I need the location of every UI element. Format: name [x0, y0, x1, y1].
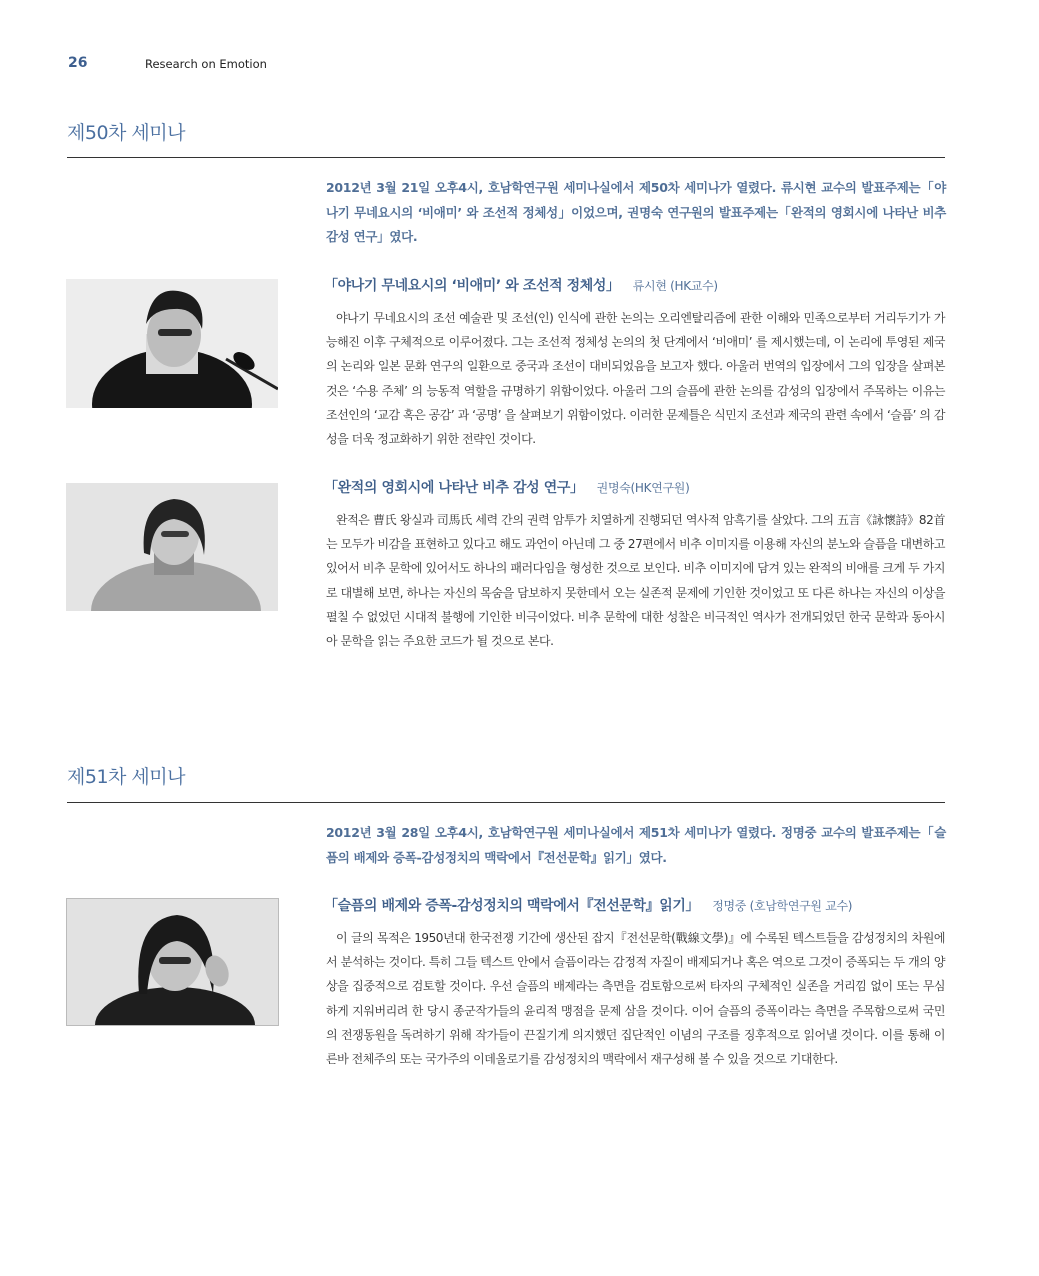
speaker-photo-3 — [66, 898, 279, 1026]
speaker-photo-2 — [66, 483, 278, 611]
talk-abstract: 이 글의 목적은 1950년대 한국전쟁 기간에 생산된 잡지『전선문학(戰線文學)』에 수록된 텍스트들을 감성정치의 차원에서 분석하는 것이다. 특히 그들 텍스트 안에서 슬픔이라는 감정적 자질이 배제되거나 혹은 역으로 그것이 증폭되는 두 개의 양상을 집중적으로 검토할 것이다. 우선 슬픔의 배제라는 측면을 검토함으로써 타자의 구체적인 실존을 거리낌 없이 또는 무심하게 지워버리려 한 당시 종군작가들의 윤리적 맹점을 문제 삼을 것이다. 이어 슬픔의 증폭이라는 측면을 주목함으로써 국민의 전쟁동원을 독려하기 위해 작가들이 끈질기게 의지했던 집단적인 이념의 구조를 징후적으로 읽어낼 것이다. 이를 통해 이른바 전체주의 또는 국가주의 이데올로기를 감성정치의 맥락에서 재구성해 볼 수 있을 것으로 기대한다. — [326, 931, 945, 1067]
section-heading-seminar-50: 제50차 세미나 — [67, 122, 185, 144]
talk-speaker: 류시현 (HK교수) — [632, 279, 718, 293]
section-divider — [67, 157, 945, 158]
talk-speaker: 정명중 (호남학연구원 교수) — [712, 899, 853, 913]
talk-title-line-2 — [324, 477, 946, 497]
talk-title-line-1 — [324, 275, 946, 295]
section-heading-seminar-51: 제51차 세미나 — [67, 766, 185, 788]
talk-title: 「완적의 영회시에 나타난 비추 감성 연구」 — [324, 480, 584, 496]
seminar-50-intro: 2012년 3월 21일 오후4시, 호남학연구원 세미나실에서 제50차 세미나가 열렸다. 류시현 교수의 발표주제는「야나기 무네요시의 ‘비애미’ 와 조선적 정체성」이었으며, 권명숙 연구원의 발표주제는「완적의 영회시에 나타난 비추 감성 연구」였다. — [326, 180, 946, 244]
section-divider — [67, 802, 945, 803]
running-header-title: Research on Emotion — [145, 57, 267, 71]
talk-title: 「야나기 무네요시의 ‘비애미’ 와 조선적 정체성」 — [324, 278, 620, 294]
talk-title: 「슬픔의 배제와 증폭-감성정치의 맥락에서『전선문학』읽기」 — [324, 898, 700, 914]
talk-speaker: 권명숙(HK연구원) — [596, 481, 690, 495]
speaker-photo-1 — [66, 279, 278, 408]
page-number: 26 — [68, 55, 88, 71]
talk-abstract: 완적은 曹氏 왕실과 司馬氏 세력 간의 권력 암투가 치열하게 진행되던 역사적 암흑기를 살았다. 그의 五言《詠懷詩》82首는 모두가 비감을 표현하고 있다고 해도 과언이 아닌데 그 중 27편에서 비추 이미지를 이용해 자신의 분노와 슬픔을 대변하고 있어서 비추 문학에 있어서도 하나의 패러다임을 형성한 것으로 보인다. 비추 이미지에 담겨 있는 완적의 비애를 크게 두 가지로 대별해 보면, 하나는 자신의 목숨을 담보하지 못한데서 오는 실존적 문제에 기인한 것이었고 또 다른 하나는 자신의 이상을 펼칠 수 없었던 시대적 불행에 기인한 비극이었다. 비추 문학에 대한 성찰은 비극적인 역사가 전개되었던 한국 문학과 동아시아 문학을 읽는 주요한 코드가 될 것으로 본다. — [326, 513, 945, 649]
talk-title-line-3 — [324, 895, 946, 915]
seminar-51-intro: 2012년 3월 28일 오후4시, 호남학연구원 세미나실에서 제51차 세미나가 열렸다. 정명중 교수의 발표주제는「슬픔의 배제와 증폭-감성정치의 맥락에서『전선문학』읽기」였다. — [326, 825, 946, 865]
talk-abstract: 야나기 무네요시의 조선 예술관 및 조선(인) 인식에 관한 논의는 오리엔탈리즘에 관한 이해와 민족으로부터 거리두기가 가능해진 이후 구체적으로 이루어졌다. 그는 조선적 정체성 논의의 첫 단계에서 ‘비애미’ 를 제시했는데, 이 논리에 투영된 제국의 논리와 일본 문화 연구의 일환으로 중국과 조선이 대비되었음을 보고자 했다. 아울러 번역의 입장에서 그의 입장을 살펴본 것은 ‘수용 주체’ 의 능동적 역할을 규명하기 위함이었다. 아울러 그의 슬픔에 관한 논의를 감성의 입장에서 주목하는 이유는 조선인의 ‘교감 혹은 공감’ 과 ‘공명’ 을 살펴보기 위함이었다. 이러한 문제틀은 식민지 조선과 제국의 관련 속에서 ‘슬픔’ 의 감성을 더욱 정교화하기 위한 전략인 것이다. — [326, 311, 945, 447]
